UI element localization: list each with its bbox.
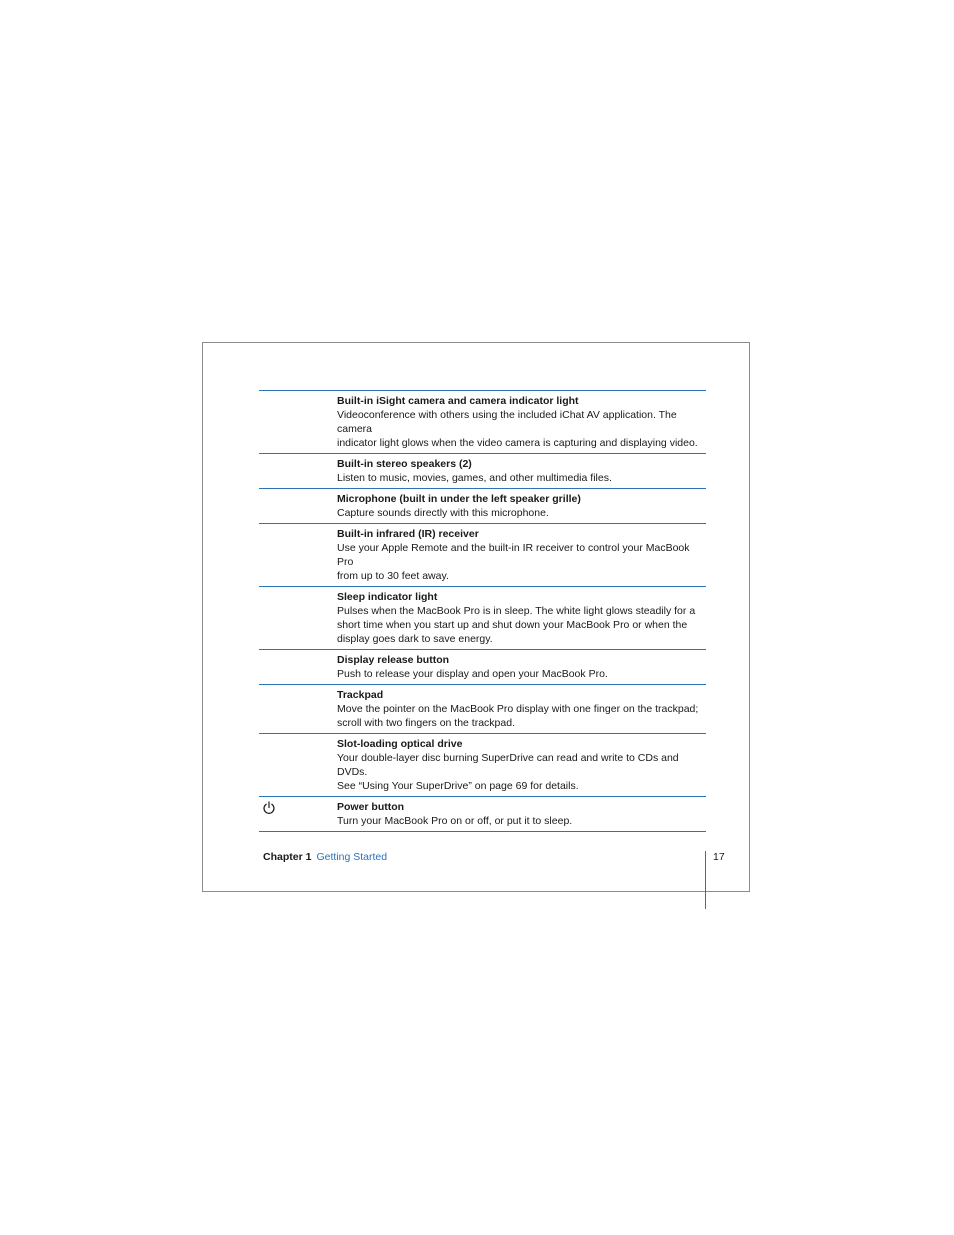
feature-desc-line: indicator light glows when the video camera is capturing and displaying video. xyxy=(337,437,698,449)
feature-desc-line: scroll with two fingers on the trackpad. xyxy=(337,717,515,729)
page-number-rule xyxy=(705,851,706,909)
feature-title: Built-in iSight camera and camera indicator light xyxy=(337,395,579,407)
feature-desc-line: Videoconference with others using the included iChat AV application. The camera xyxy=(337,409,677,435)
feature-desc-line: Push to release your display and open your MacBook Pro. xyxy=(337,668,608,680)
chapter-label: Chapter 1 xyxy=(263,851,312,863)
feature-row-microphone xyxy=(259,489,706,524)
feature-title: Display release button xyxy=(337,654,450,666)
feature-title: Power button xyxy=(337,801,405,813)
feature-title: Built-in infrared (IR) receiver xyxy=(337,528,479,540)
feature-row-optical-drive xyxy=(259,734,706,797)
page-footer xyxy=(263,851,387,864)
page-number: 17 xyxy=(713,851,725,863)
feature-desc-line: Turn your MacBook Pro on or off, or put it to sleep. xyxy=(337,815,573,827)
feature-desc-line: Pulses when the MacBook Pro is in sleep. The white light glows steadily for a xyxy=(337,605,696,617)
feature-title: Slot-loading optical drive xyxy=(337,738,463,750)
feature-desc-line: Use your Apple Remote and the built-in IR receiver to control your MacBook Pro xyxy=(337,542,690,568)
feature-title: Microphone (built in under the left speaker grille) xyxy=(337,493,581,505)
feature-row-power-button xyxy=(259,797,706,832)
power-icon xyxy=(262,801,276,815)
feature-desc-line: Capture sounds directly with this microphone. xyxy=(337,507,549,519)
feature-table xyxy=(259,390,706,832)
feature-title: Sleep indicator light xyxy=(337,591,438,603)
feature-row-trackpad xyxy=(259,685,706,734)
feature-desc-line: Move the pointer on the MacBook Pro display with one finger on the trackpad; xyxy=(337,703,699,715)
feature-row-stereo-speakers xyxy=(259,454,706,489)
feature-desc-line: display goes dark to save energy. xyxy=(337,633,493,645)
feature-desc-line: from up to 30 feet away. xyxy=(337,570,449,582)
feature-desc-line: Listen to music, movies, games, and other multimedia files. xyxy=(337,472,612,484)
feature-desc-line: See “Using Your SuperDrive” on page 69 for details. xyxy=(337,780,579,792)
feature-row-ir-receiver xyxy=(259,524,706,587)
feature-row-isight-camera xyxy=(259,391,706,454)
feature-desc-line: Your double-layer disc burning SuperDrive can read and write to CDs and DVDs. xyxy=(337,752,679,778)
feature-desc-line: short time when you start up and shut down your MacBook Pro or when the xyxy=(337,619,688,631)
feature-title: Trackpad xyxy=(337,689,384,701)
section-label: Getting Started xyxy=(316,851,388,863)
feature-row-display-release xyxy=(259,650,706,685)
feature-row-sleep-light xyxy=(259,587,706,650)
feature-title: Built-in stereo speakers (2) xyxy=(337,458,472,470)
